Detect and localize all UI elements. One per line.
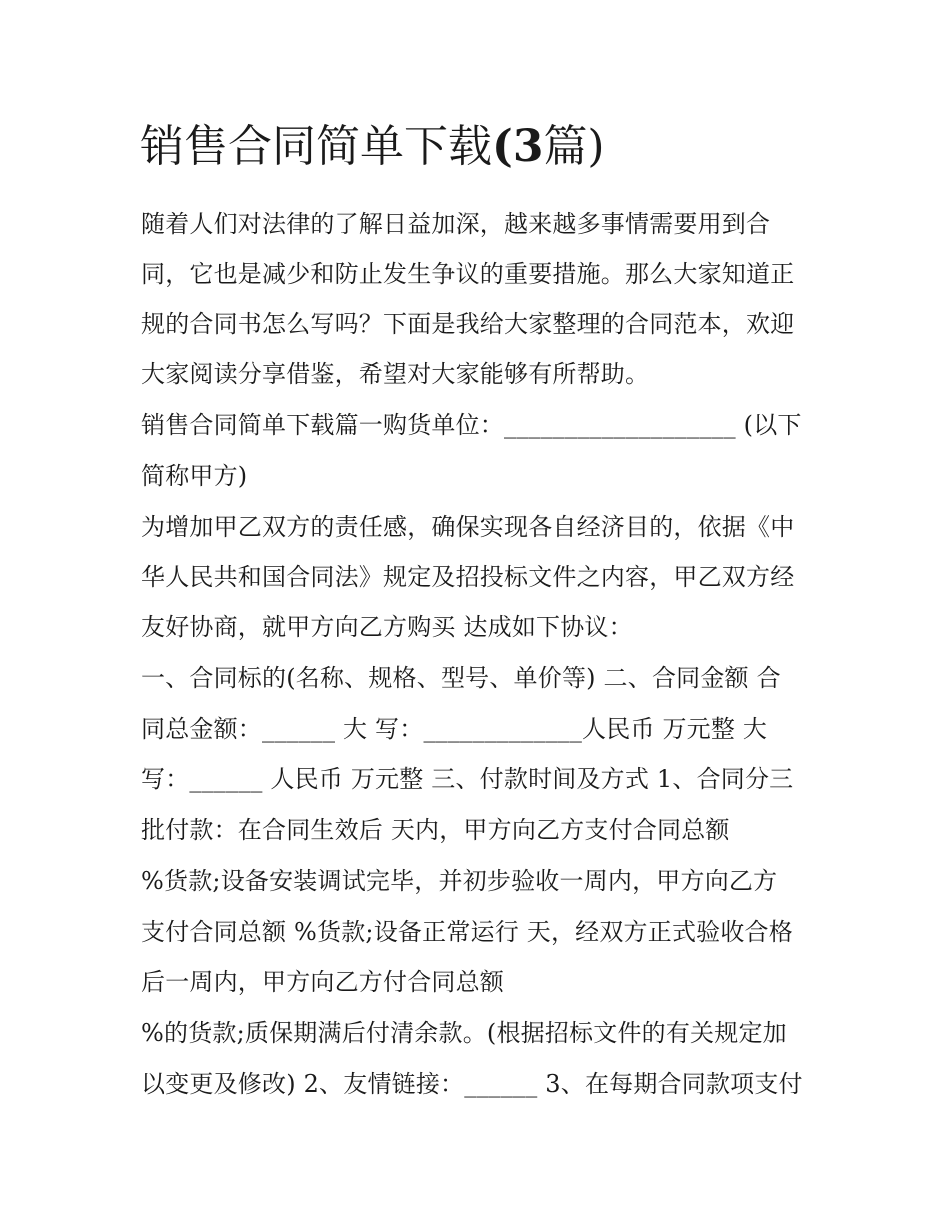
title-text: 销售合同简单下载 [140, 121, 492, 172]
paragraph-line: 销售合同简单下载篇一购货单位：___________________ (以下 [141, 411, 802, 439]
paragraph-line: %货款;设备安装调试完毕，并初步验收一周内，甲方向乙方 [141, 867, 778, 895]
paragraph-line: 华人民共和国合同法》规定及招投标文件之内容，甲乙双方经 [141, 563, 795, 591]
paragraph-line: 支付合同总额 %货款;设备正常运行 天，经双方正式验收合格 [141, 918, 793, 946]
paragraph-line: 以变更及修改) 2、友情链接：______ 3、在每期合同款项支付 [141, 1070, 803, 1098]
paragraph-line: 同，它也是减少和防止发生争议的重要措施。那么大家知道正 [141, 260, 795, 288]
paragraph-line: %的货款;质保期满后付清余款。(根据招标文件的有关规定加 [141, 1019, 787, 1047]
paragraph-line: 大家阅读分享借鉴，希望对大家能够有所帮助。 [141, 360, 650, 388]
paragraph-line: 为增加甲乙双方的责任感，确保实现各自经济目的，依据《中 [141, 513, 795, 541]
paragraph-line: 写：______ 人民币 万元整 三、付款时间及方式 1、合同分三 [141, 765, 794, 793]
paragraph-line: 简称甲方) [141, 462, 248, 490]
title-end: 篇) [543, 121, 605, 172]
paragraph-line: 友好协商，就甲方向乙方购买 达成如下协议： [141, 613, 633, 641]
title-count: (3 [492, 121, 544, 172]
paragraph-line: 随着人们对法律的了解日益加深，越来越多事情需要用到合 [141, 210, 771, 238]
paragraph-line: 同总金额：______ 大 写：_____________人民币 万元整 大 [141, 715, 768, 743]
paragraph-line: 批付款：在合同生效后 天内，甲方向乙方支付合同总额 [141, 816, 730, 844]
paragraph-line: 后一周内，甲方向乙方付合同总额 [141, 968, 504, 996]
paragraph-line: 一、合同标的(名称、规格、型号、单价等) 二、合同金额 合 [141, 664, 781, 692]
paragraph-line: 规的合同书怎么写吗？下面是我给大家整理的合同范本，欢迎 [141, 310, 795, 338]
document-title [140, 112, 605, 182]
